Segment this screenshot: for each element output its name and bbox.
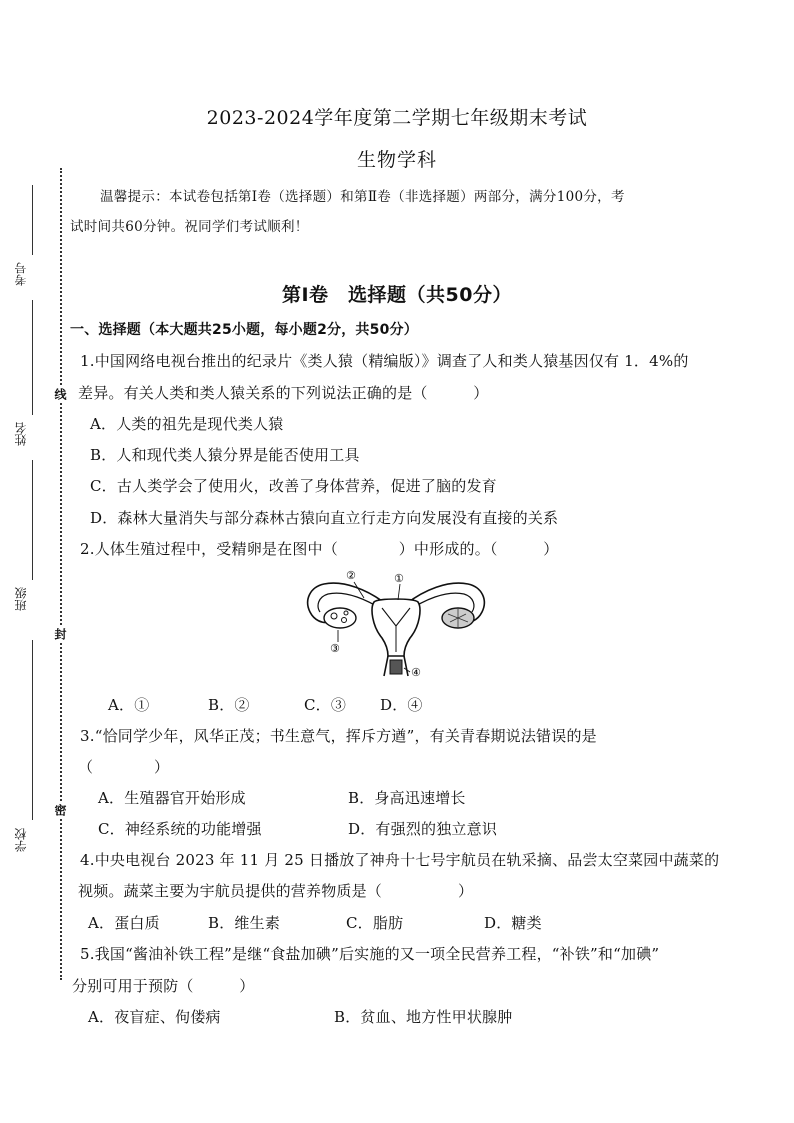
q4-stem-line-1: 4.中央电视台 2023 年 11 月 25 日播放了神舟十七号宇航员在轨采摘、品尝太空菜园中蔬菜的 [80,851,720,869]
q5-stem-line-1: 5.我国“酱油补铁工程”是继“食盐加碘”后实施的又一项全民营养工程，“补铁”和“加碘” [80,945,660,963]
female-reproductive-system-diagram [298,568,494,680]
q2-option-b: B．② [208,696,250,714]
cut-mark-seal: 封 [53,628,67,640]
cut-mark-secret: 密 [53,804,67,816]
q5-stem-line-2: 分别可用于预防（ ） [72,977,255,995]
q1-stem-line-2: 差异。有关人类和类人猿关系的下列说法正确的是（ ） [78,384,489,402]
q1-stem-line-1: 1.中国网络电视台推出的纪录片《类人猿（精编版）》调查了人和类人猿基因仅有 1．4%的 [80,352,689,370]
exam-title: 2023-2024学年度第二学期七年级期末考试 [206,107,588,129]
exam-number-label: 考号 [14,262,28,286]
q4-stem-line-2: 视频。蔬菜主要为宇航员提供的营养物质是（ ） [78,882,474,900]
q1-option-d: D．森林大量消失与部分森林古猿向直立行走方向发展没有直接的关系 [90,509,559,527]
q4-option-d: D．糖类 [484,914,542,932]
binding-line-4 [32,640,33,820]
q2-stem: 2.人体生殖过程中，受精卵是在图中（ ）中形成的。（ ） [80,540,559,558]
q3-option-d: D．有强烈的独立意识 [348,820,498,838]
q5-option-b: B．贫血、地方性甲状腺肿 [334,1008,513,1026]
diagram-label-1: ① [394,572,404,585]
note-line-1: 温馨提示：本试卷包括第Ⅰ卷（选择题）和第Ⅱ卷（非选择题）两部分，满分100分，考 [100,189,625,205]
class-label: 班级 [14,587,28,611]
q3-stem-line-1: 3.“恰同学少年，风华正茂；书生意气，挥斥方遒”，有关青春期说法错误的是 [80,727,597,745]
binding-line-1 [32,185,33,255]
diagram-label-3: ③ [330,642,340,655]
q3-option-c: C．神经系统的功能增强 [98,820,262,838]
q5-option-a: A．夜盲症、佝偻病 [88,1008,221,1026]
binding-line-2 [32,300,33,415]
q1-option-c: C．古人类学会了使用火，改善了身体营养，促进了脑的发育 [90,477,497,495]
diagram-label-2: ② [346,569,356,582]
section-title: 第Ⅰ卷 选择题（共50分） [281,284,512,306]
diagram-label-4: ④ [411,666,421,679]
q4-option-b: B．维生素 [208,914,281,932]
q1-option-a: A．人类的祖先是现代类人猿 [90,415,284,433]
q4-option-c: C．脂肪 [346,914,404,932]
subject-title: 生物学科 [356,149,437,171]
name-label: 姓名 [14,422,28,446]
q4-option-a: A．蛋白质 [88,914,160,932]
school-label: 学校 [14,828,28,852]
note-line-2: 试时间共60分钟。祝同学们考试顺利！ [70,219,309,235]
section-heading: 一、选择题（本大题共25小题，每小题2分，共50分） [70,322,418,338]
q3-option-a: A．生殖器官开始形成 [98,789,246,807]
cut-mark-line: 线 [53,388,67,400]
q3-option-b: B．身高迅速增长 [348,789,466,807]
q3-stem-line-2: （ ） [78,758,170,776]
q1-option-b: B．人和现代类人猿分界是能否使用工具 [90,446,360,464]
q2-option-c: C．③ [304,696,347,714]
binding-line-3 [32,460,33,580]
q2-option-d: D．④ [380,696,423,714]
q2-option-a: A．① [108,696,150,714]
